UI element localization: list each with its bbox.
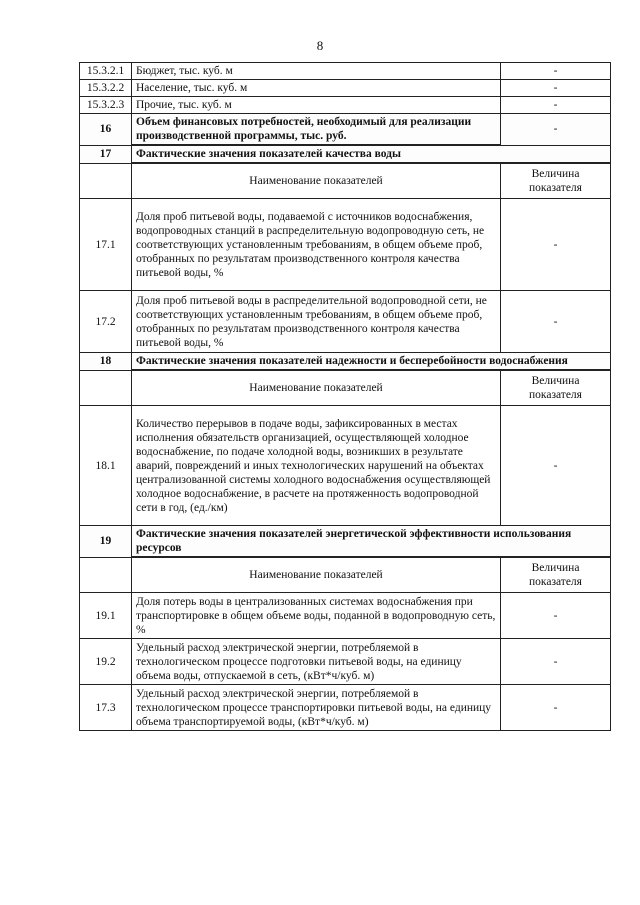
table-row bbox=[80, 291, 611, 353]
row-number: 17.1 bbox=[80, 199, 132, 291]
column-header-value: Величина показателя bbox=[501, 163, 611, 199]
section-title: Фактические значения показателей надежности и бесперебойности водоснабжения bbox=[132, 353, 611, 371]
row-value: - bbox=[501, 63, 611, 80]
row-name: Удельный расход электрической энергии, потребляемой в технологическом процессе транспортировки питьевой воды, на единицу объема транспортируемой воды, (кВт*ч/куб. м) bbox=[132, 685, 501, 731]
section-row-16 bbox=[80, 114, 611, 146]
table-row bbox=[80, 593, 611, 639]
row-name: Прочие, тыс. куб. м bbox=[132, 97, 501, 114]
row-name: Доля проб питьевой воды, подаваемой с источников водоснабжения, водопроводных станций в распределительную водопроводную сеть, не соответствующих установленным требованиям, в общем объеме проб, отобранных по результатам производственного контроля качества питьевой воды, % bbox=[132, 199, 501, 291]
section-title: Фактические значения показателей энергетической эффективности использования ресурсов bbox=[132, 526, 611, 558]
row-number: 19.1 bbox=[80, 593, 132, 639]
table-row bbox=[80, 80, 611, 97]
row-number: 15.3.2.2 bbox=[80, 80, 132, 97]
row-name: Бюджет, тыс. куб. м bbox=[132, 63, 501, 80]
table-row bbox=[80, 685, 611, 731]
column-header-row bbox=[80, 370, 611, 406]
column-header-value: Величина показателя bbox=[501, 557, 611, 593]
section-number: 17 bbox=[80, 145, 132, 163]
section-row-19 bbox=[80, 526, 611, 558]
page-number: 8 bbox=[316, 38, 324, 53]
section-number: 19 bbox=[80, 526, 132, 558]
row-value: - bbox=[501, 406, 611, 526]
row-number: 17.2 bbox=[80, 291, 132, 353]
row-value: - bbox=[501, 199, 611, 291]
table-row bbox=[80, 97, 611, 114]
column-header-value: Величина показателя bbox=[501, 370, 611, 406]
row-value: - bbox=[501, 80, 611, 97]
section-number: 16 bbox=[80, 114, 132, 146]
row-value: - bbox=[501, 639, 611, 685]
section-title: Фактические значения показателей качества воды bbox=[132, 145, 611, 163]
table-row bbox=[80, 199, 611, 291]
column-header-name: Наименование показателей bbox=[132, 370, 501, 406]
row-number: 18.1 bbox=[80, 406, 132, 526]
row-value: - bbox=[501, 291, 611, 353]
row-value: - bbox=[501, 97, 611, 114]
table-row bbox=[80, 63, 611, 80]
row-name: Количество перерывов в подаче воды, зафиксированных в местах исполнения обязательств организацией, осуществляющей холодное водоснабжение, по подаче холодной воды, возникших в результате аварий, повреждений и иных технологических нарушений на объектах централизованной системы холодного водоснабжения осуществляющей холодное водоснабжение, в расчете на протяженность водопроводной сети в год, (ед./км) bbox=[132, 406, 501, 526]
row-number: 19.2 bbox=[80, 639, 132, 685]
row-value: - bbox=[501, 114, 611, 146]
row-value: - bbox=[501, 593, 611, 639]
row-value: - bbox=[501, 685, 611, 731]
indicators-table bbox=[79, 62, 611, 731]
table-row bbox=[80, 639, 611, 685]
row-name: Удельный расход электрической энергии, потребляемой в технологическом процессе подготовки питьевой воды, на единицу объема воды, отпускаемой в сеть, (кВт*ч/куб. м) bbox=[132, 639, 501, 685]
row-number: 17.3 bbox=[80, 685, 132, 731]
row-number: 15.3.2.1 bbox=[80, 63, 132, 80]
row-name: Доля проб питьевой воды в распределительной водопроводной сети, не соответствующих установленным требованиям, в общем объеме проб, отобранных по результатам производственного контроля качества питьевой воды, % bbox=[132, 291, 501, 353]
row-name: Население, тыс. куб. м bbox=[132, 80, 501, 97]
column-header-name: Наименование показателей bbox=[132, 557, 501, 593]
row-name: Доля потерь воды в централизованных системах водоснабжения при транспортировке в общем объеме воды, поданной в водопроводную сеть, % bbox=[132, 593, 501, 639]
section-row-18 bbox=[80, 353, 611, 371]
column-header-name: Наименование показателей bbox=[132, 163, 501, 199]
section-row-17 bbox=[80, 145, 611, 163]
row-number: 15.3.2.3 bbox=[80, 97, 132, 114]
column-header-row bbox=[80, 163, 611, 199]
section-title: Объем финансовых потребностей, необходимый для реализации производственной программы, тыс. руб. bbox=[132, 114, 501, 146]
column-header-row bbox=[80, 557, 611, 593]
table-row bbox=[80, 406, 611, 526]
section-number: 18 bbox=[80, 353, 132, 371]
